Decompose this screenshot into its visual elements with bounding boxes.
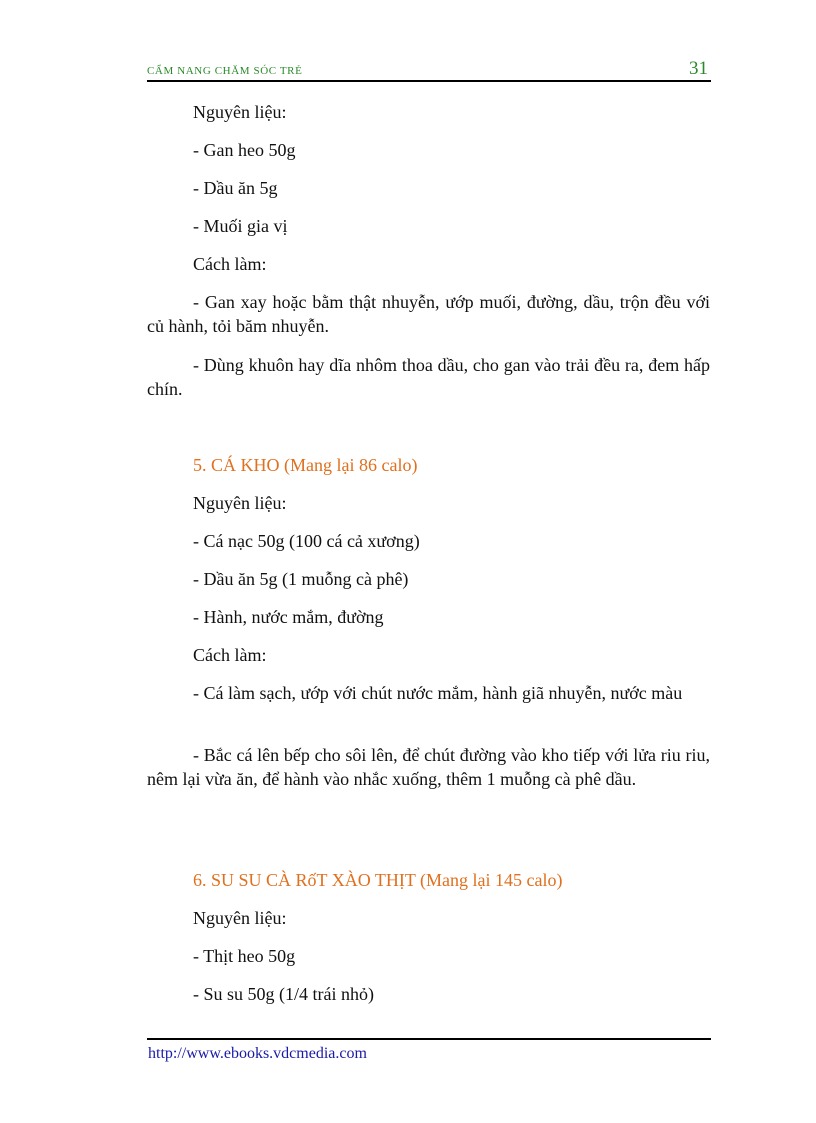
method-label: Cách làm: bbox=[193, 645, 267, 665]
method-step: - Cá làm sạch, ướp với chút nước mắm, hành giã nhuyễn, nước màu bbox=[193, 683, 683, 703]
ingredient-item: - Gan heo 50g bbox=[193, 140, 296, 160]
book-title: CẨM NANG CHĂM SÓC TRẺ bbox=[147, 65, 303, 77]
section-heading: 6. SU SU CÀ RốT XÀO THỊT (Mang lại 145 calo) bbox=[193, 870, 563, 890]
ingredient-item: - Hành, nước mắm, đường bbox=[193, 607, 384, 627]
header-rule bbox=[147, 80, 711, 82]
ingredient-item: - Dầu ăn 5g bbox=[193, 178, 278, 198]
footer-rule bbox=[147, 1038, 711, 1040]
ingredients-label: Nguyên liệu: bbox=[193, 102, 287, 122]
method-label: Cách làm: bbox=[193, 254, 267, 274]
ingredient-item: - Muối gia vị bbox=[193, 216, 288, 236]
section-heading: 5. CÁ KHO (Mang lại 86 calo) bbox=[193, 455, 418, 475]
ingredients-label: Nguyên liệu: bbox=[193, 493, 287, 513]
method-step: - Bắc cá lên bếp cho sôi lên, để chút đường vào kho tiếp với lửa riu riu, nêm lại vừa ăn, để hành vào nhắc xuống, thêm 1 muỗng cà phê dầu. bbox=[147, 745, 710, 789]
ingredients-label: Nguyên liệu: bbox=[193, 908, 287, 928]
method-step: - Gan xay hoặc bằm thật nhuyễn, ướp muối, đường, dầu, trộn đều với củ hành, tỏi băm nhuyễn. bbox=[147, 292, 710, 336]
ingredient-item: - Cá nạc 50g (100 cá cả xương) bbox=[193, 531, 420, 551]
footer-link[interactable]: http://www.ebooks.vdcmedia.com bbox=[148, 1045, 367, 1062]
ingredient-item: - Thịt heo 50g bbox=[193, 946, 296, 966]
page-header bbox=[147, 58, 710, 80]
method-step: - Dùng khuôn hay dĩa nhôm thoa dầu, cho gan vào trải đều ra, đem hấp chín. bbox=[147, 355, 710, 399]
ingredient-item: - Su su 50g (1/4 trái nhỏ) bbox=[193, 984, 374, 1004]
ingredient-item: - Dầu ăn 5g (1 muỗng cà phê) bbox=[193, 569, 409, 589]
page-number: 31 bbox=[689, 58, 708, 79]
